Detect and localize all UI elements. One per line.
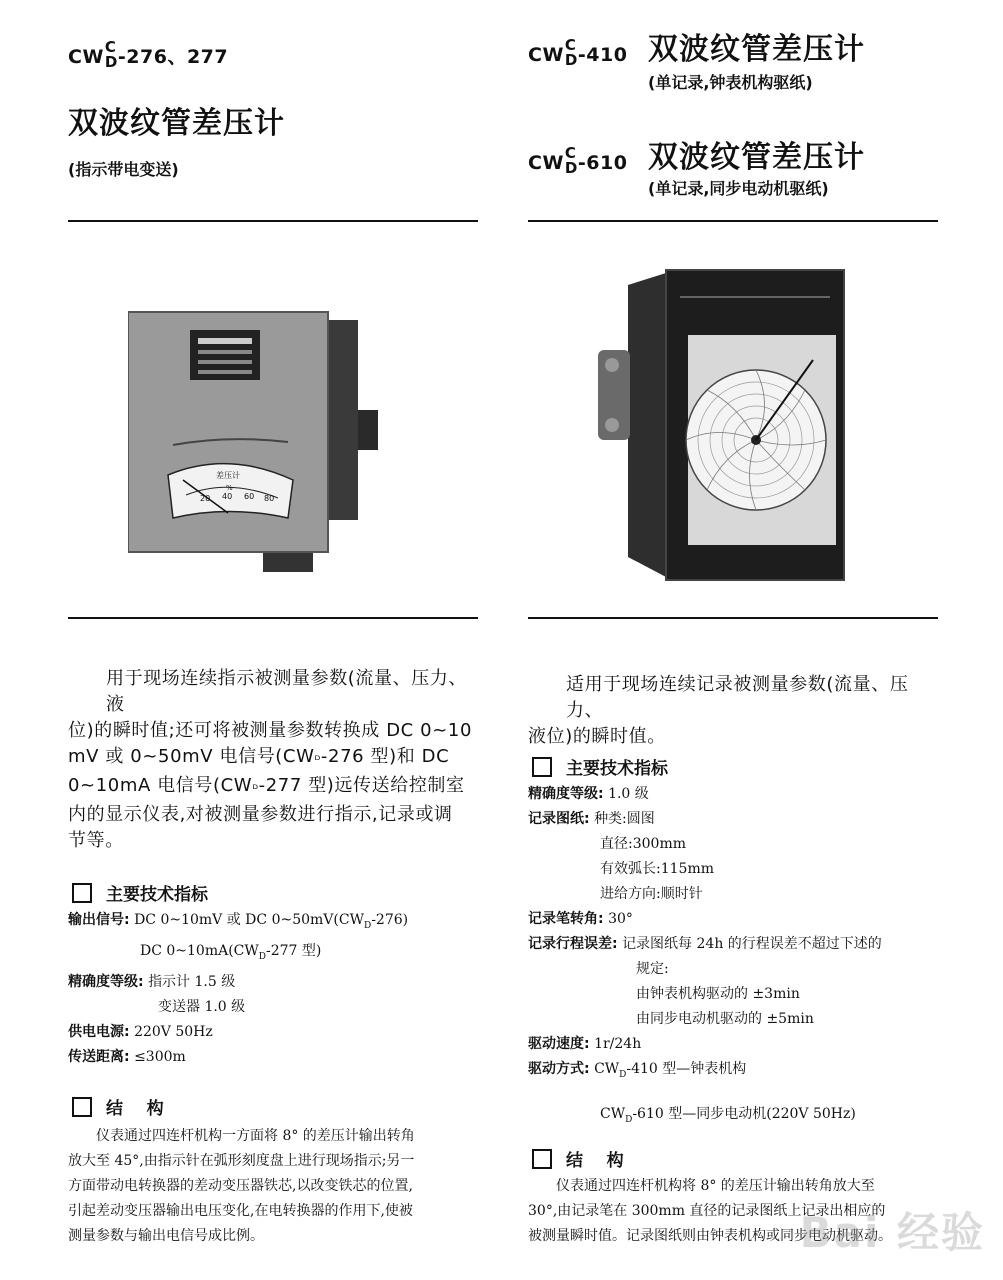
structure-line: 30°,由记录笔在 300mm 直径的记录图纸上记录出相应的 [528, 1203, 886, 1219]
spec-row: 驱动方式: $CW_D-410$ 型—钟表机构 [528, 1061, 747, 1080]
intro-line: 0~10mA 电信号(CWᴰ-277 型)远传送给控制室 [68, 775, 465, 796]
right-rule-bottom [528, 617, 938, 619]
spec-row: 输出信号: DC 0~10mV 或 DC $0\sim 50mV(CW_D-276)$ [68, 912, 409, 931]
spec-row: 规定: [636, 961, 669, 977]
left-structure-heading: 结 构 [72, 1094, 164, 1119]
gauge-unit: % [226, 484, 233, 492]
left-intro [68, 666, 478, 854]
right-product-photo [598, 265, 848, 585]
structure-line: 放大至 45°,由指示针在弧形刻度盘上进行现场指示;另一 [68, 1153, 415, 1169]
checkbox-icon [532, 1149, 552, 1169]
spec-row: 直径:300mm [600, 836, 686, 852]
spec-row: 有效弧长:115mm [600, 861, 714, 877]
intro-line: 节等。 [68, 830, 124, 851]
checkbox-icon [72, 883, 92, 903]
right-title-410: 双波纹管差压计 [648, 32, 865, 67]
right-specs-heading: 主要技术指标 [532, 754, 668, 779]
right-structure-heading: 结 构 [532, 1146, 624, 1171]
intro-line: 位)的瞬时值;还可将被测量参数转换成 DC 0~10 [68, 720, 472, 741]
right-model-610: CW C D -610 [528, 143, 628, 177]
right-model-410: CW C D -410 [528, 35, 628, 69]
left-specs-list [68, 908, 478, 1070]
structure-line: 仪表通过四连杆机构一方面将 8° 的差压计输出转角 [96, 1128, 415, 1144]
structure-line: 被测量瞬时值。记录图纸则由钟表机构或同步电动机驱动。 [528, 1228, 892, 1244]
gauge-tick: 60 [244, 492, 255, 501]
spec-row: 精确度等级: 1.0 级 [528, 786, 649, 802]
checkbox-icon [72, 1097, 92, 1117]
spec-row: 变送器 1.0 级 [158, 998, 246, 1015]
intro-line: mV 或 0~50mV 电信号(CWᴰ-276 型)和 DC [68, 746, 450, 767]
left-structure-text [68, 1124, 478, 1249]
right-title-610: 双波纹管差压计 [648, 140, 865, 175]
spec-row: 供电电源: 220V 50Hz [68, 1023, 213, 1040]
structure-line: 引起差动变压器输出电压变化,在电转换器的作用下,使被 [68, 1203, 413, 1219]
intro-line: 液位)的瞬时值。 [528, 726, 666, 747]
right-intro [528, 672, 940, 750]
gauge-tick: 40 [222, 492, 233, 501]
structure-line: 方面带动电转换器的差动变压器铁芯,以改变铁芯的位置, [68, 1178, 413, 1194]
right-subtitle-610: (单记录,同步电动机驱纸) [648, 179, 829, 198]
spec-row: 驱动速度: 1r/24h [528, 1036, 642, 1052]
left-specs-heading: 主要技术指标 [72, 880, 208, 905]
spec-row: $CW_D-610$ 型—同步电动机(220V 50Hz) [600, 1105, 856, 1125]
spec-row: 由钟表机构驱动的 ±3min [636, 986, 800, 1002]
spec-row: 记录行程误差: 记录图纸每 24h 的行程误差不超过下述的 [528, 936, 882, 952]
structure-line: 仪表通过四连杆机构将 8° 的差压计输出转角放大至 [556, 1178, 875, 1194]
spec-row: DC $0\sim 10mA(CW_D-277$ 型) [140, 942, 322, 962]
intro-line: 用于现场连续指示被测量参数(流量、压力、液 [106, 668, 468, 715]
right-rule-top [528, 220, 938, 222]
right-specs-list [528, 782, 940, 1133]
left-rule-bottom [68, 617, 478, 619]
spec-row: 进给方向:顺时针 [600, 886, 703, 902]
spec-row: 传送距离: ≤300m [68, 1048, 186, 1065]
structure-line: 测量参数与输出电信号成比例。 [68, 1228, 264, 1244]
watermark-logo: Bai 经验 [799, 1208, 985, 1257]
spec-row: 由同步电动机驱动的 ±5min [636, 1011, 814, 1027]
gauge-tick: 80 [264, 494, 275, 503]
checkbox-icon [532, 757, 552, 777]
left-title: 双波纹管差压计 [68, 106, 285, 141]
left-model-number: CW C D -276、277 [68, 37, 229, 71]
right-subtitle-410: (单记录,钟表机构驱纸) [648, 73, 813, 92]
gauge-tick: 20 [200, 494, 211, 503]
intro-line: 内的显示仪表,对被测量参数进行指示,记录或调 [68, 804, 453, 825]
gauge-label: 差压计 [216, 471, 240, 480]
spec-row: 记录图纸: 种类:圆图 [528, 811, 655, 827]
left-subtitle: (指示带电变送) [68, 160, 179, 179]
intro-line: 适用于现场连续记录被测量参数(流量、压力、 [566, 674, 909, 721]
spec-row: 记录笔转角: 30° [528, 911, 633, 927]
left-rule-top [68, 220, 478, 222]
left-product-photo [128, 300, 388, 575]
spec-row: 精确度等级: 指示计 1.5 级 [68, 973, 236, 990]
